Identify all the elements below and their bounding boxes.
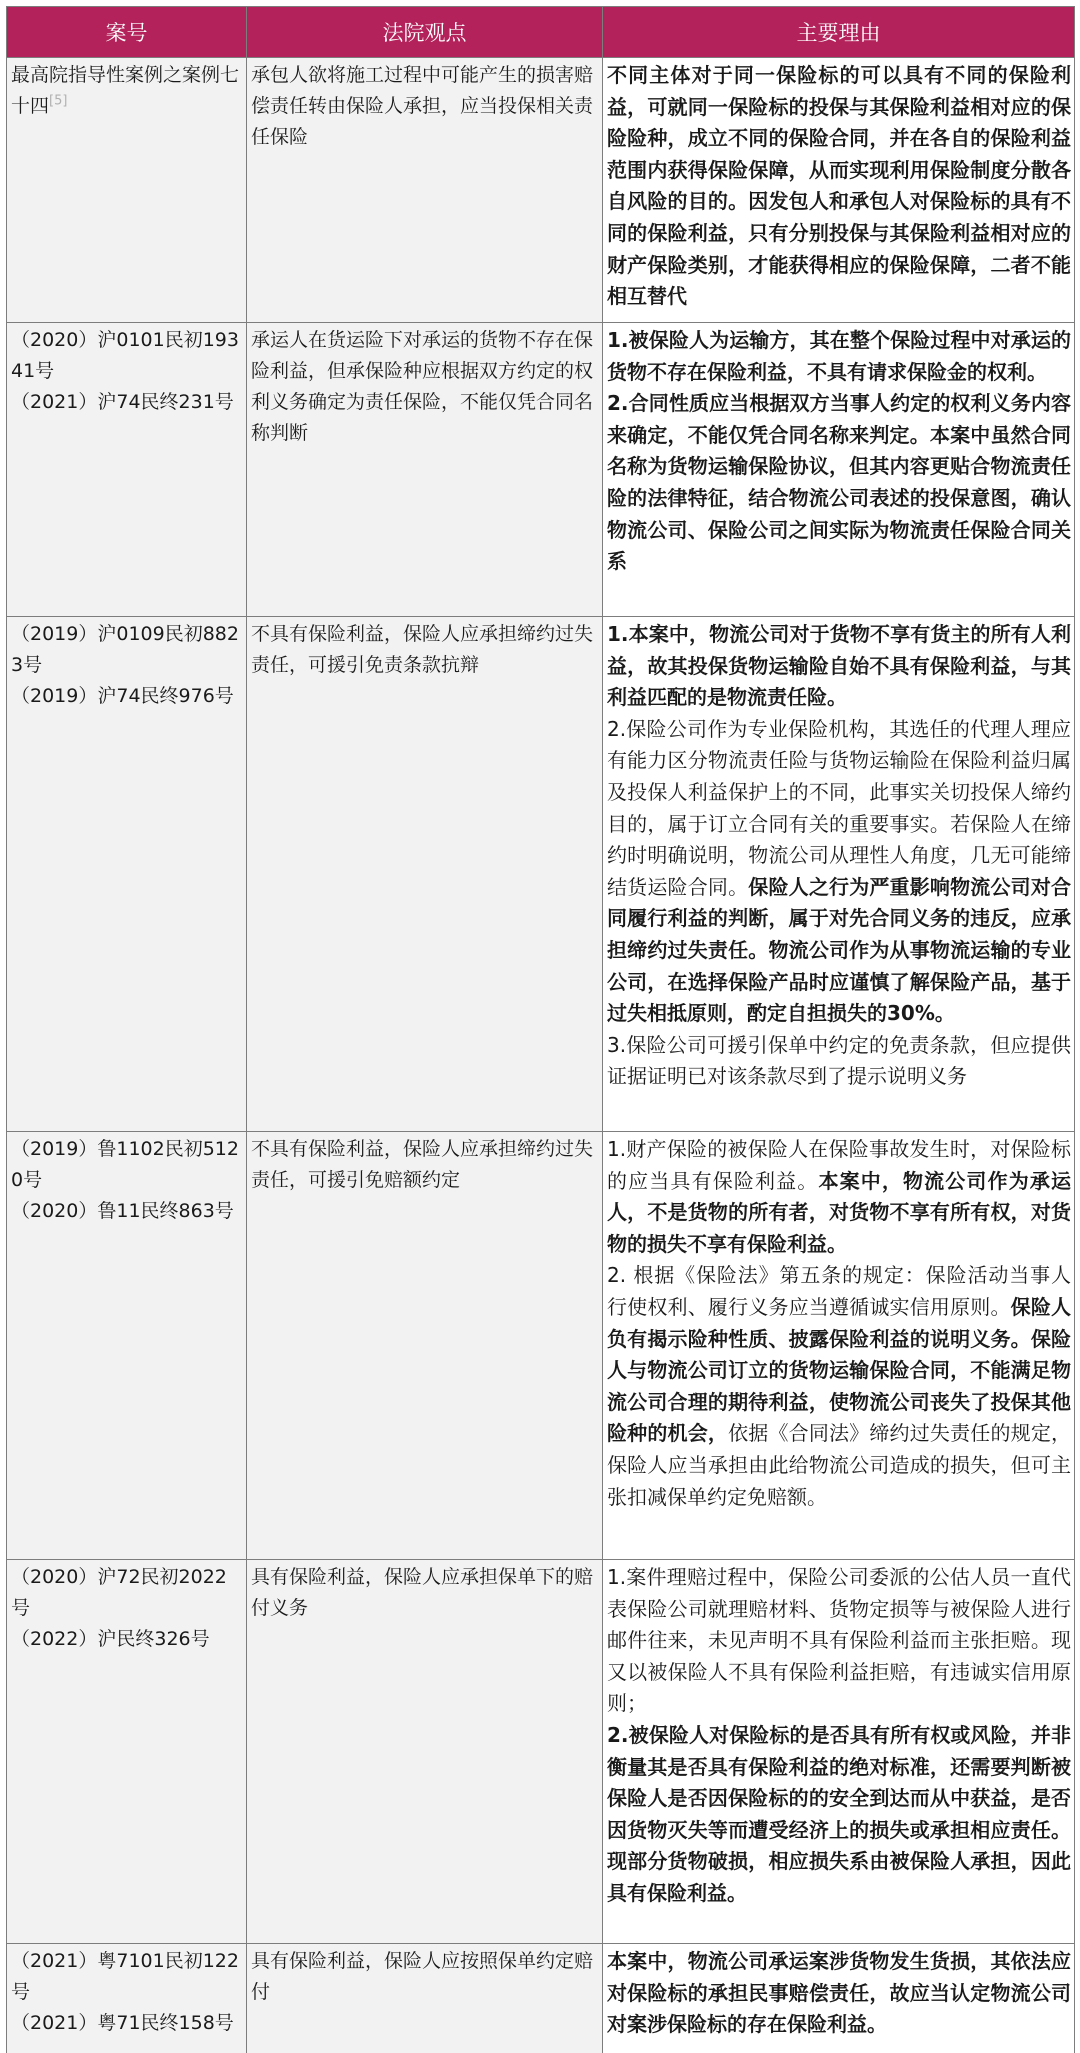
main-reason-cell: [603, 1560, 1075, 1944]
court-view-cell: 具有保险利益，保险人应按照保单约定赔付: [247, 1944, 603, 2053]
case-number-line: （2019）鲁1102民初5120号: [11, 1138, 239, 1191]
case-number-cell: [7, 1560, 247, 1944]
case-number-cell: [7, 1132, 247, 1560]
main-reason-cell: [603, 1944, 1075, 2053]
case-number-line: （2021）粤7101民初122号: [11, 1950, 239, 2003]
reason-text: 1.被保险人为运输方，其在整个保险过程中对承运的货物不存在保险利益，不具有请求保险金的权利。: [607, 328, 1071, 384]
reason-text: 1.财产保险的被保险人在保险事故发生时，对保险标的应当具有保险利益。: [607, 1137, 1071, 1193]
table-body: [7, 58, 1075, 2053]
reason-text: 2. 根据《保险法》第五条的规定：保险活动当事人行使权利、履行义务应当遵循诚实信用原则。: [607, 1263, 1071, 1319]
table-row: [7, 1132, 1075, 1560]
table-row: [7, 617, 1075, 1132]
footnote-ref[interactable]: [5]: [49, 93, 68, 109]
court-view-cell: 承运人在货运险下对承运的货物不存在保险利益，但承保险种应根据双方约定的权利义务确定为责任保险，不能仅凭合同名称判断: [247, 323, 603, 617]
main-reason-cell: [603, 323, 1075, 617]
reason-text: 3.保险公司可援引保单中约定的免责条款，但应提供证据证明已对该条款尽到了提示说明义务: [607, 1032, 1071, 1089]
reason-text: 保险人之行为严重影响物流公司对合同履行利益的判断，属于对先合同义务的违反，应承担缔约过失责任。物流公司作为从事物流运输的专业公司，在选择保险产品时应谨慎了解保险产品，基于过失相抵原则，酌定自担损失的30%。: [607, 874, 1072, 1026]
reason-text: 本案中，物流公司作为承运人，不是货物的所有者，对货物不享有所有权，对货物的损失不享有保险利益。: [607, 1168, 1072, 1256]
court-view-cell: 具有保险利益，保险人应承担保单下的赔付义务: [247, 1560, 603, 1944]
reason-text: 保险人负有揭示险种性质、披露保险利益的说明义务。保险人与物流公司订立的货物运输保险合同，不能满足物流公司合理的期待利益，使物流公司丧失了投保其他险种的机会，: [607, 1294, 1072, 1446]
reason-text: 1.案件理赔过程中，保险公司委派的公估人员一直代表保险公司就理赔材料、货物定损等与被保险人进行邮件往来，未见声明不具有保险利益而主张拒赔。现又以被保险人不具有保险利益拒赔，有违诚实信用原则；: [607, 1565, 1071, 1716]
case-number-line: （2020）沪72民初2022号: [11, 1566, 227, 1619]
case-number-text: 最高院指导性案例之案例七十四: [11, 64, 240, 117]
case-number-line: （2022）沪民终326号: [11, 1628, 210, 1650]
case-table: [6, 6, 1075, 2053]
header-main-reason: 主要理由: [603, 7, 1075, 58]
case-number-cell: [7, 617, 247, 1132]
table-header-row: [7, 7, 1075, 58]
table-row: [7, 323, 1075, 617]
case-number-cell: [7, 1944, 247, 2053]
court-view-cell: 不具有保险利益，保险人应承担缔约过失责任，可援引免责条款抗辩: [247, 617, 603, 1132]
case-number-line: （2021）沪74民终231号: [11, 391, 234, 413]
case-number-line: （2020）鲁11民终863号: [11, 1200, 234, 1222]
court-view-cell: 承包人欲将施工过程中可能产生的损害赔偿责任转由保险人承担，应当投保相关责任保险: [247, 58, 603, 323]
reason-text: 2.合同性质应当根据双方当事人约定的权利义务内容来确定，不能仅凭合同名称来判定。本案中虽然合同名称为货物运输保险协议，但其内容更贴合物流责任险的法律特征，结合物流公司表述的投保意图，确认物流公司、保险公司之间实际为物流责任保险合同关系: [607, 391, 1071, 574]
table-row: [7, 1944, 1075, 2053]
case-number-line: （2020）沪0101民初19341号: [11, 329, 239, 382]
reason-text: 1.本案中，物流公司对于货物不享有货主的所有人利益，故其投保货物运输险自始不具有保险利益，与其利益匹配的是物流责任险。: [607, 622, 1071, 710]
case-number-line: （2019）沪74民终976号: [11, 685, 234, 707]
reason-text: 本案中，物流公司承运案涉货物发生货损，其依法应对保险标的承担民事赔偿责任，故应当认定物流公司对案涉保险标的存在保险利益。: [607, 1949, 1071, 2037]
case-number-line: （2019）沪0109民初8823号: [11, 623, 239, 676]
case-number-line: [11, 60, 243, 122]
case-number-line: （2021）粤71民终158号: [11, 2012, 234, 2034]
court-view-cell: 不具有保险利益，保险人应承担缔约过失责任，可援引免赔额约定: [247, 1132, 603, 1560]
reason-text: 依据《合同法》缔约过失责任的规定，保险人应当承担由此给物流公司造成的损失，但可主张扣减保单约定免赔额。: [607, 1421, 1072, 1509]
table-row: [7, 1560, 1075, 1944]
main-reason-cell: [603, 1132, 1075, 1560]
reason-text: 2.保险公司作为专业保险机构，其选任的代理人理应有能力区分物流责任险与货物运输险在保险利益归属及投保人利益保护上的不同，此事实关切投保人缔约目的，属于订立合同有关的重要事实。若保险人在缔约时明确说明，物流公司从理性人角度，几无可能缔结货运险合同。: [607, 716, 1071, 899]
case-number-cell: [7, 323, 247, 617]
header-case-number: 案号: [7, 7, 247, 58]
main-reason-cell: [603, 58, 1075, 323]
case-number-cell: [7, 58, 247, 323]
reason-text: 2.被保险人对保险标的是否具有所有权或风险，并非衡量其是否具有保险利益的绝对标准，还需要判断被保险人是否因保险标的的安全到达而从中获益，是否因货物灭失等而遭受经济上的损失或承担相应责任。现部分货物破损，相应损失系由被保险人承担，因此具有保险利益。: [607, 1722, 1071, 1905]
header-court-view: 法院观点: [247, 7, 603, 58]
table-row: [7, 58, 1075, 323]
reason-text: 不同主体对于同一保险标的可以具有不同的保险利益，可就同一保险标的投保与其保险利益相对应的保险险种，成立不同的保险合同，并在各自的保险利益范围内获得保险保障，从而实现利用保险制度分散各自风险的目的。因发包人和承包人对保险标的具有不同的保险利益，只有分别投保与其保险利益相对应的财产保险类别，才能获得相应的保险保障，二者不能相互替代: [607, 63, 1071, 309]
main-reason-cell: [603, 617, 1075, 1132]
